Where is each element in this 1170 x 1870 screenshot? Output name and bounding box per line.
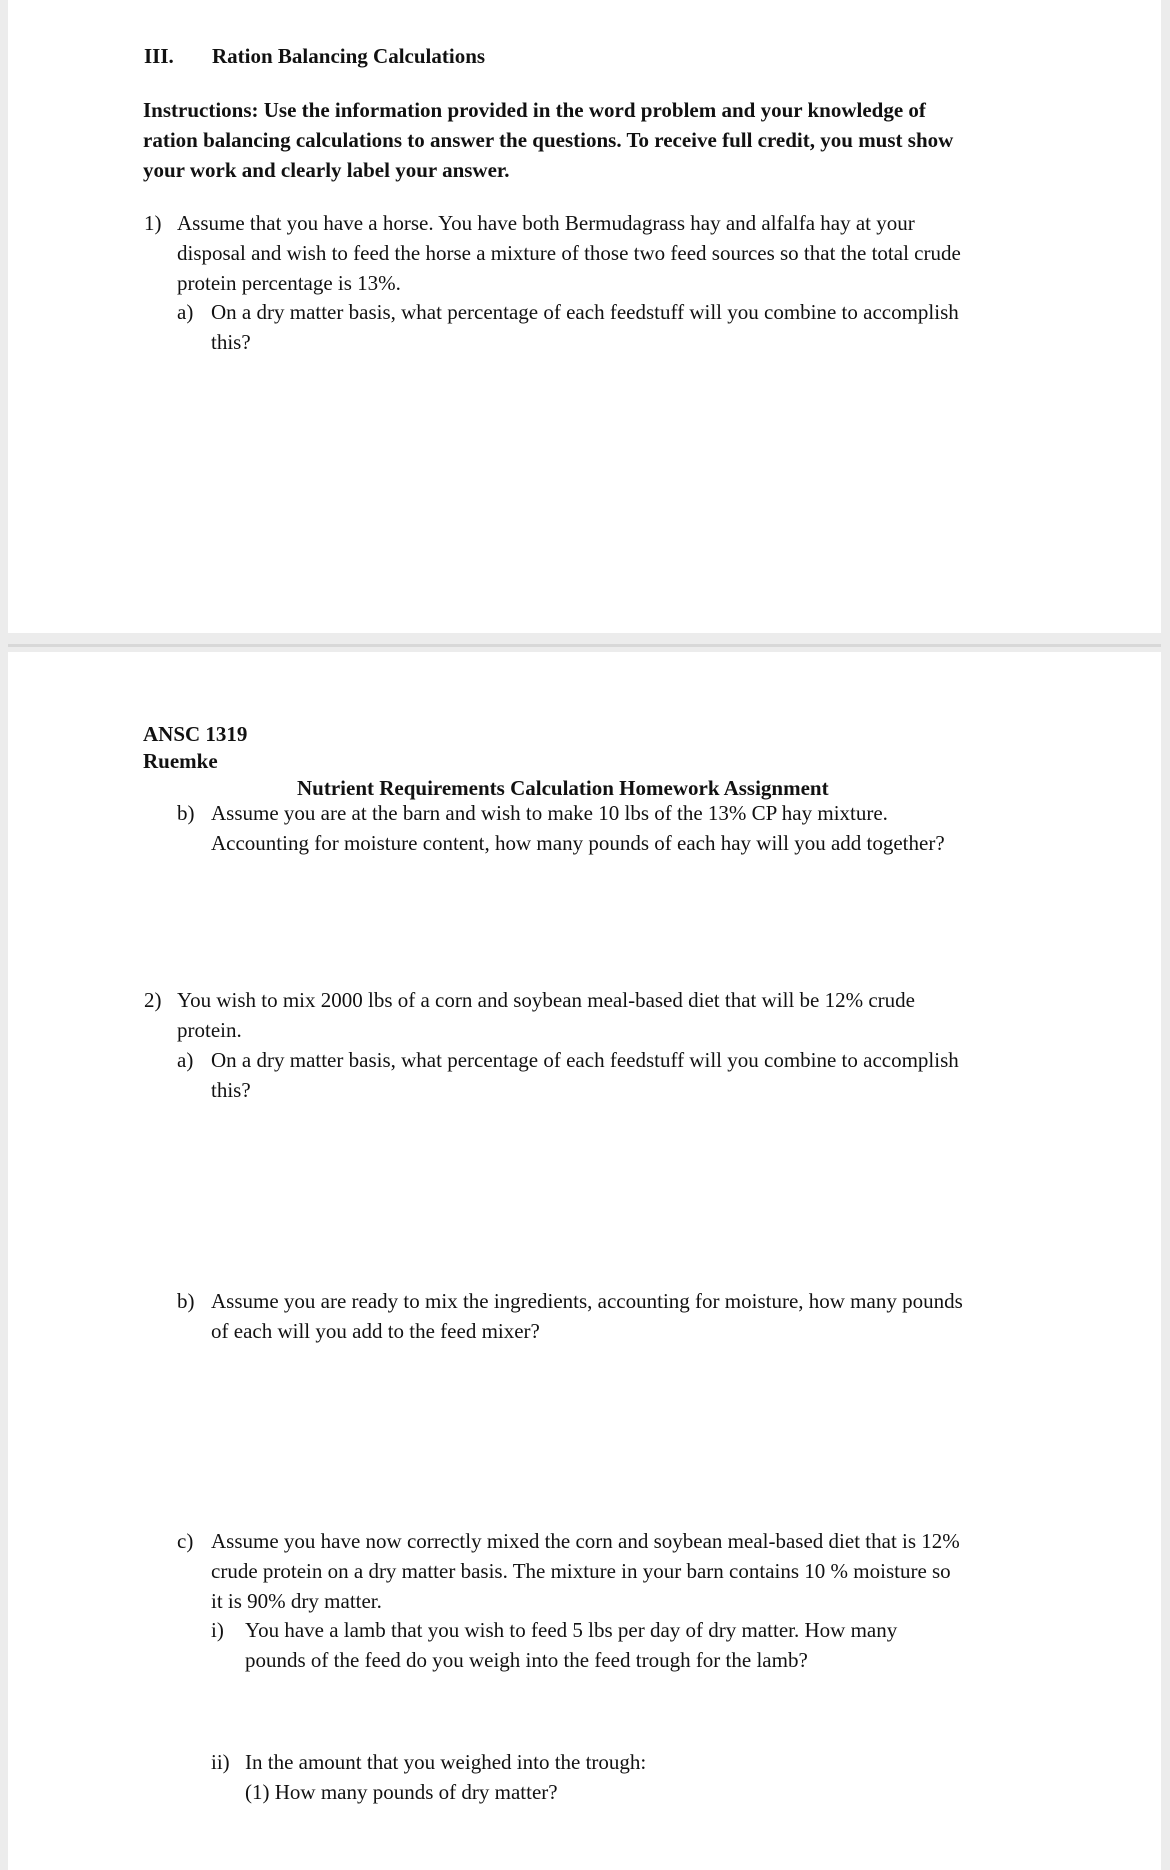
q1-text-line-1: Assume that you have a horse. You have both Bermudagrass hay and alfalfa hay at your (177, 211, 915, 235)
q2-text-line-2: protein. (177, 1018, 242, 1042)
q2a-text-line-2: this? (211, 1078, 251, 1102)
q2b-text-line-1: Assume you are ready to mix the ingredients, accounting for moisture, how many pounds (211, 1289, 963, 1313)
q2cii-label: ii) (211, 1750, 230, 1774)
page-separator (8, 644, 1161, 647)
page-2 (8, 652, 1161, 1870)
q1b-text-line-1: Assume you are at the barn and wish to make 10 lbs of the 13% CP hay mixture. (211, 801, 888, 825)
section-numeral: III. (144, 44, 174, 68)
q1a-label: a) (177, 300, 194, 324)
q2a-label: a) (177, 1048, 194, 1072)
q1b-label: b) (177, 801, 195, 825)
q2a-text-line-1: On a dry matter basis, what percentage of each feedstuff will you combine to accomplish (211, 1048, 959, 1072)
q2b-label: b) (177, 1289, 195, 1313)
q2c-text-line-1: Assume you have now correctly mixed the corn and soybean meal-based diet that is 12% (211, 1529, 960, 1553)
q2b-text-line-2: of each will you add to the feed mixer? (211, 1319, 540, 1343)
q2c-text-line-2: crude protein on a dry matter basis. The mixture in your barn contains 10 % moisture so (211, 1559, 951, 1583)
q1b-text-line-2: Accounting for moisture content, how many pounds of each hay will you add together? (211, 831, 945, 855)
q2ci-text-line-2: pounds of the feed do you weigh into the feed trough for the lamb? (245, 1648, 808, 1672)
instructor-name: Ruemke (143, 749, 218, 773)
instructions-line-3: your work and clearly label your answer. (143, 158, 510, 182)
q2ci-label: i) (211, 1618, 224, 1642)
q2-text-line-1: You wish to mix 2000 lbs of a corn and soybean meal-based diet that will be 12% crude (177, 988, 915, 1012)
q1-text-line-2: disposal and wish to feed the horse a mixture of those two feed sources so that the total crude (177, 241, 961, 265)
section-title: Ration Balancing Calculations (212, 44, 486, 68)
q2cii-subitem-1: (1) How many pounds of dry matter? (245, 1780, 558, 1804)
q2ci-text-line-1: You have a lamb that you wish to feed 5 lbs per day of dry matter. How many (245, 1618, 898, 1642)
q1a-text-line-1: On a dry matter basis, what percentage of each feedstuff will you combine to accomplish (211, 300, 959, 324)
assignment-title: Nutrient Requirements Calculation Homework Assignment (297, 776, 829, 800)
page-1 (8, 0, 1161, 633)
q2c-label: c) (177, 1529, 194, 1553)
q1-text-line-3: protein percentage is 13%. (177, 271, 401, 295)
instructions-line-1: Instructions: Use the information provided in the word problem and your knowledge of (143, 98, 926, 122)
instructions-line-2: ration balancing calculations to answer the questions. To receive full credit, you must show (143, 128, 954, 152)
q2c-text-line-3: it is 90% dry matter. (211, 1589, 382, 1613)
q1a-text-line-2: this? (211, 330, 251, 354)
q1-number: 1) (144, 211, 162, 235)
q2-number: 2) (144, 988, 162, 1012)
q2cii-text-line-1: In the amount that you weighed into the trough: (245, 1750, 647, 1774)
course-code: ANSC 1319 (143, 722, 248, 746)
